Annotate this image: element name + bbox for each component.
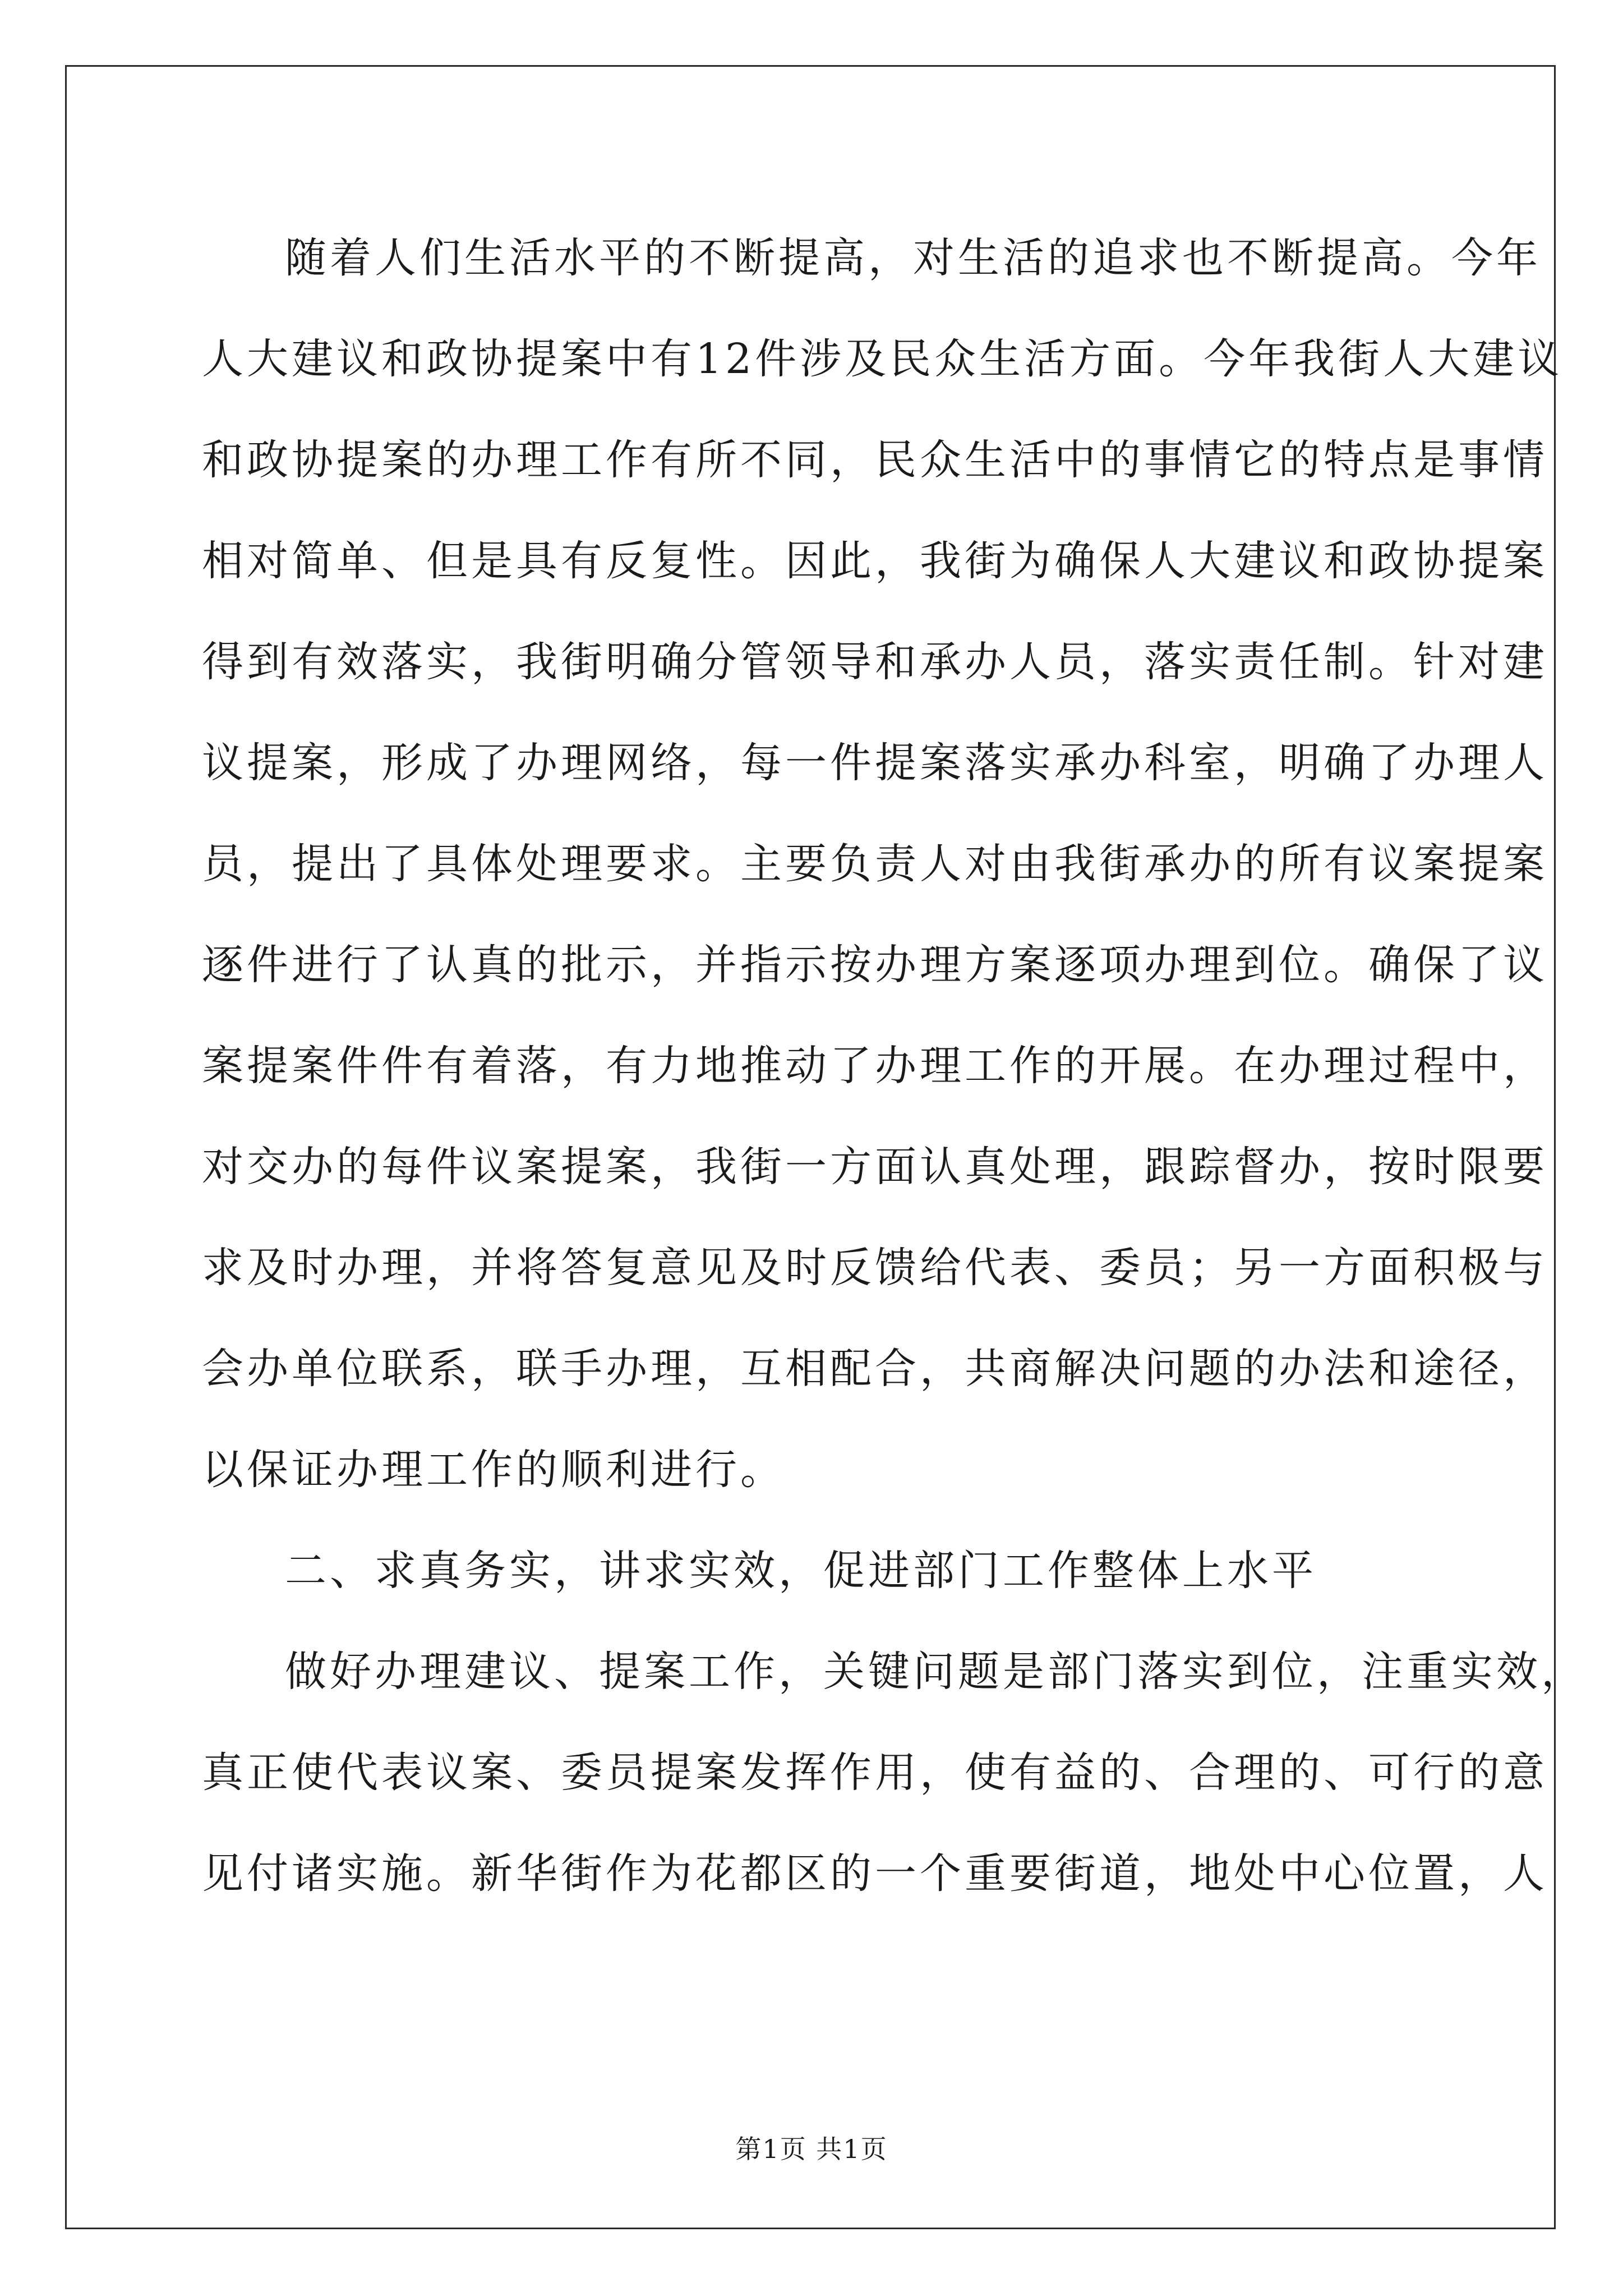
paragraph-line: 以保证办理工作的顺利进行。 xyxy=(202,1446,785,1494)
paragraph-line: 会办单位联系，联手办理，互相配合，共商解决问题的办法和途径， xyxy=(202,1345,1548,1393)
paragraph-line: 和政协提案的办理工作有所不同，民众生活中的事情它的特点是事情 xyxy=(202,436,1548,484)
paragraph-line: 案提案件件有着落，有力地推动了办理工作的开展。在办理过程中， xyxy=(202,1042,1548,1090)
paragraph-line: 真正使代表议案、委员提案发挥作用，使有益的、合理的、可行的意 xyxy=(202,1749,1548,1797)
paragraph-line: 议提案，形成了办理网络，每一件提案落实承办科室，明确了办理人 xyxy=(202,739,1548,787)
paragraph-line: 得到有效落实，我街明确分管领导和承办人员，落实责任制。针对建 xyxy=(202,638,1548,686)
page-number-footer: 第1页 共1页 xyxy=(735,2134,888,2164)
paragraph-line: 人大建议和政协提案中有12件涉及民众生活方面。今年我街人大建议 xyxy=(202,335,1563,383)
paragraph-line: 相对简单、但是具有反复性。因此，我街为确保人大建议和政协提案 xyxy=(202,537,1548,585)
section-heading: 二、求真务实，讲求实效，促进部门工作整体上水平 xyxy=(285,1547,1317,1595)
document-body xyxy=(202,208,1586,1924)
paragraph-line: 见付诸实施。新华街作为花都区的一个重要街道，地处中心位置，人 xyxy=(202,1849,1548,1898)
paragraph-line: 求及时办理，并将答复意见及时反馈给代表、委员；另一方面积极与 xyxy=(202,1244,1548,1292)
paragraph-line: 员，提出了具体处理要求。主要负责人对由我街承办的所有议案提案 xyxy=(202,840,1548,888)
paragraph-line: 做好办理建议、提案工作，关键问题是部门落实到位，注重实效， xyxy=(285,1648,1586,1696)
paragraph-line: 随着人们生活水平的不断提高，对生活的追求也不断提高。今年 xyxy=(285,234,1541,282)
paragraph-line: 逐件进行了认真的批示，并指示按办理方案逐项办理到位。确保了议 xyxy=(202,941,1548,989)
paragraph-line: 对交办的每件议案提案，我街一方面认真处理，跟踪督办，按时限要 xyxy=(202,1143,1548,1191)
